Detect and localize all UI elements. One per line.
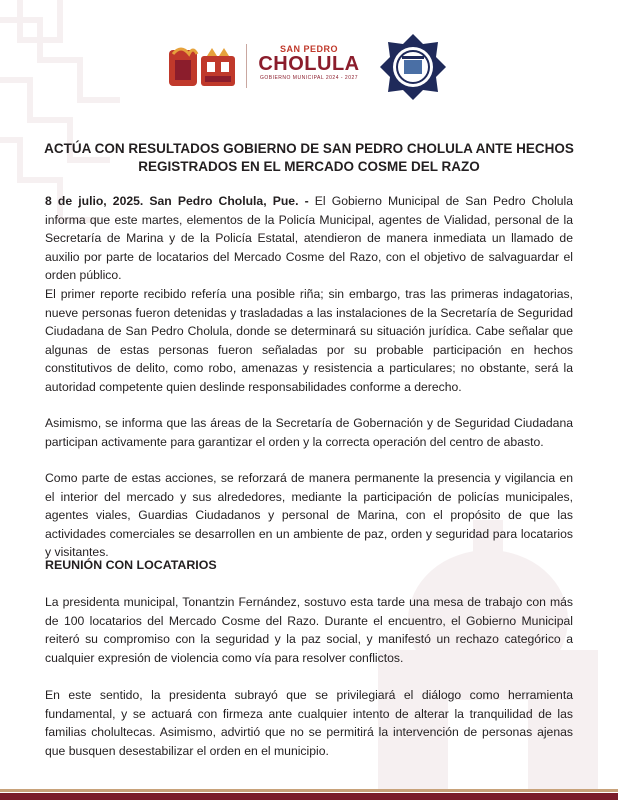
cholula-brand-logo: [254, 44, 364, 94]
footer-bar: [0, 786, 618, 800]
paragraph-1-text: El Gobierno Municipal de San Pedro Cholula informa que este martes, elementos de la Policía Municipal, agentes de Vialidad, personal de la Secretaría de Marina y de la Policía Estatal, atendieron de manera inmediata un llamado de auxilio por parte de locatarios del Mercado Cosme del Razo, con el objetivo de salvaguardar el orden público.: [45, 194, 574, 283]
paragraph-3: Asimismo, se informa que las áreas de la Secretaría de Gobernación y de Seguridad Ciudadana participan activamente para garantizar el orden y la correcta operación del centro de abasto.: [45, 416, 573, 449]
paragraph-4: Como parte de estas acciones, se reforzará de manera permanente la presencia y vigilancia en el interior del mercado y sus alrededores, mediante la participación de policías municipales, agentes viales, Guardias Ciudadanos y personal de Marina, con el propósito de que las actividades comerciales se desarrollen en un ambiente de paz, orden y seguridad para locatarios y visitantes.: [45, 471, 573, 560]
title-line-2: REGISTRADOS EN EL MERCADO COSME DEL RAZO: [138, 159, 480, 174]
paragraph-1: [45, 192, 573, 285]
footer-maroon-stripe: [0, 793, 618, 800]
municipal-crest-icon: [167, 42, 239, 90]
press-release-title: [40, 140, 578, 176]
title-line-1: ACTÚA CON RESULTADOS GOBIERNO DE SAN PEDRO CHOLULA ANTE HECHOS: [44, 141, 574, 156]
paragraph-5: La presidenta municipal, Tonantzin Fernández, sostuvo esta tarde una mesa de trabajo con más de 100 locatarios del Mercado Cosme del Razo. Durante el encuentro, el Gobierno Municipal reiteró su compromiso con la seguridad y la paz social, y manifestó un rechazo categórico a cualquier expresión de violencia como vía para resolver conflictos.: [45, 595, 573, 665]
logo-divider: [246, 44, 247, 88]
paragraph-2: El primer reporte recibido refería una posible riña; sin embargo, tras las primeras indagatorias, nueve personas fueron detenidas y trasladadas a las instalaciones de la Secretaría de Seguridad Ciudadana de San Pedro Cholula, donde se determinará su situación jurídica. Cabe señalar que algunas de estas personas fueron señaladas por su probable participación en hechos constitutivos de delito, como robo, amenazas y resistencia a particulares; no obstante, será la autoridad competente quien deslinde responsabilidades conforme a derecho.: [45, 287, 573, 394]
brand-top: SAN PEDRO: [279, 44, 338, 54]
section-heading: REUNIÓN CON LOCATARIOS: [45, 558, 217, 572]
dateline: 8 de julio, 2025. San Pedro Cholula, Pue. -: [45, 194, 309, 208]
paragraph-6: En este sentido, la presidenta subrayó que se privilegiará el diálogo como herramienta fundamental, y se actuará con firmeza ante cualquier intento de alterar la tranquilidad de las familias cholultecas. Asimismo, advirtió que no se permitirá la intervención de personas ajenas que busquen desestabilizar el orden en el municipio.: [45, 688, 573, 758]
police-badge-icon: [378, 32, 448, 102]
brand-bottom: GOBIERNO MUNICIPAL 2024 - 2027: [259, 75, 359, 81]
header-logos: [0, 36, 618, 106]
brand-main: CHOLULA: [258, 53, 360, 75]
footer-gold-stripe: [0, 789, 618, 792]
